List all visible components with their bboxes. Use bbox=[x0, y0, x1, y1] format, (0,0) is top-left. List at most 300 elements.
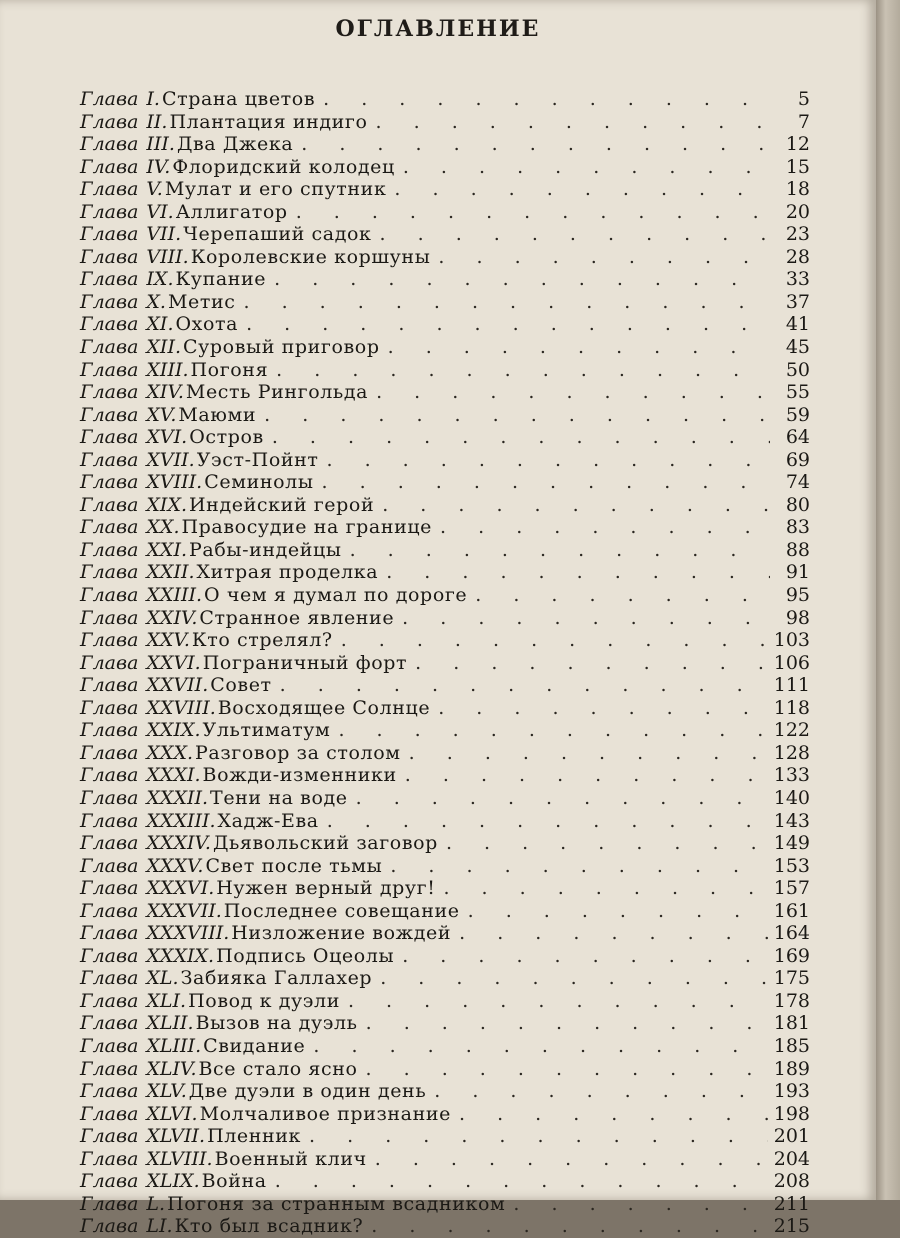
page-number: 37 bbox=[785, 290, 810, 313]
dot-leader bbox=[402, 607, 770, 629]
chapter-word: Глава bbox=[80, 1147, 139, 1170]
chapter-word: Глава bbox=[80, 426, 139, 449]
dot-leader bbox=[438, 697, 768, 719]
page-number: 83 bbox=[785, 516, 810, 539]
dot-leader bbox=[338, 719, 767, 741]
toc-entry bbox=[80, 1193, 810, 1216]
toc-entry bbox=[80, 787, 810, 810]
chapter-number: L. bbox=[146, 1192, 166, 1215]
chapter-title: Погоня bbox=[190, 358, 269, 381]
table-of-contents bbox=[80, 88, 810, 1238]
dot-leader bbox=[446, 832, 768, 854]
page-number: 175 bbox=[773, 967, 810, 990]
chapter-title: Странное явление bbox=[199, 606, 395, 629]
toc-entry bbox=[80, 1215, 810, 1238]
chapter-number: X. bbox=[146, 290, 166, 313]
page-number: 23 bbox=[785, 223, 810, 246]
toc-entry bbox=[80, 1125, 810, 1148]
dot-leader bbox=[356, 787, 768, 809]
dot-leader bbox=[382, 494, 770, 516]
chapter-number: XVII. bbox=[146, 448, 195, 471]
toc-entry bbox=[80, 539, 810, 562]
chapter-word: Глава bbox=[80, 877, 139, 900]
dot-leader bbox=[350, 539, 770, 561]
toc-entry bbox=[80, 922, 810, 945]
dot-leader bbox=[409, 742, 768, 764]
chapter-number: XLIII. bbox=[146, 1034, 202, 1057]
toc-entry bbox=[80, 652, 810, 675]
page-number: 178 bbox=[773, 989, 810, 1012]
chapter-word: Глава bbox=[80, 832, 139, 855]
chapter-title: Вызов на дуэль bbox=[195, 1012, 358, 1035]
page-number: 12 bbox=[785, 133, 810, 156]
page-number: 88 bbox=[785, 538, 810, 561]
dot-leader bbox=[296, 201, 770, 223]
page-number: 98 bbox=[785, 606, 810, 629]
page-number: 143 bbox=[773, 809, 810, 832]
dot-leader bbox=[276, 359, 770, 381]
chapter-title: Два Джека bbox=[176, 133, 294, 156]
chapter-word: Глава bbox=[80, 336, 139, 359]
chapter-number: XXIV. bbox=[146, 606, 198, 629]
dot-leader bbox=[380, 223, 770, 245]
toc-entry bbox=[80, 1170, 810, 1193]
page-number: 118 bbox=[773, 696, 810, 719]
toc-entry bbox=[80, 584, 810, 607]
dot-leader bbox=[371, 1215, 767, 1237]
page-number: 161 bbox=[773, 899, 810, 922]
dot-leader bbox=[375, 1148, 768, 1170]
chapter-number: XXXIV. bbox=[146, 832, 211, 855]
dot-leader bbox=[475, 584, 770, 606]
toc-entry bbox=[80, 223, 810, 246]
page-number: 50 bbox=[785, 358, 810, 381]
chapter-number: XXXVI. bbox=[146, 877, 215, 900]
chapter-title: Восходящее Солнце bbox=[217, 696, 431, 719]
chapter-word: Глава bbox=[80, 696, 139, 719]
chapter-word: Глава bbox=[80, 944, 139, 967]
chapter-title: Низложение вождей bbox=[231, 922, 452, 945]
chapter-number: XLV. bbox=[146, 1080, 187, 1103]
chapter-word: Глава bbox=[80, 922, 139, 945]
chapter-word: Глава bbox=[80, 110, 139, 133]
chapter-word: Глава bbox=[80, 629, 139, 652]
dot-leader bbox=[434, 1080, 767, 1102]
toc-entry bbox=[80, 674, 810, 697]
chapter-number: XXXIX. bbox=[146, 944, 215, 967]
chapter-title: О чем я думал по дороге bbox=[204, 584, 468, 607]
toc-entry bbox=[80, 336, 810, 359]
chapter-title: Вожди-изменники bbox=[202, 764, 397, 787]
toc-entry bbox=[80, 404, 810, 427]
dot-leader bbox=[402, 945, 768, 967]
chapter-word: Глава bbox=[80, 989, 139, 1012]
chapter-number: XLIV. bbox=[146, 1057, 197, 1080]
chapter-number: XLVI. bbox=[146, 1102, 198, 1125]
chapter-word: Глава bbox=[80, 1192, 139, 1215]
page-number: 91 bbox=[785, 561, 810, 584]
chapter-title: Мулат и его спутник bbox=[164, 178, 387, 201]
chapter-number: XVIII. bbox=[146, 471, 203, 494]
chapter-number: XXXV. bbox=[146, 854, 204, 877]
page-number: 198 bbox=[773, 1102, 810, 1125]
page-number: 128 bbox=[773, 741, 810, 764]
chapter-word: Глава bbox=[80, 674, 139, 697]
dot-leader bbox=[244, 291, 771, 313]
chapter-title: Дьявольский заговор bbox=[212, 832, 438, 855]
toc-entry bbox=[80, 471, 810, 494]
page-number: 80 bbox=[785, 493, 810, 516]
page-number: 157 bbox=[773, 877, 810, 900]
page-number: 189 bbox=[773, 1057, 810, 1080]
chapter-number: XLVII. bbox=[146, 1125, 206, 1148]
page-edge bbox=[876, 0, 900, 1200]
chapter-word: Глава bbox=[80, 1080, 139, 1103]
chapter-title: Война bbox=[201, 1170, 267, 1193]
chapter-word: Глава bbox=[80, 155, 139, 178]
dot-leader bbox=[264, 404, 770, 426]
dot-leader bbox=[272, 426, 770, 448]
chapter-number: VII. bbox=[146, 223, 182, 246]
chapter-word: Глава bbox=[80, 584, 139, 607]
toc-entry bbox=[80, 88, 810, 111]
dot-leader bbox=[366, 1058, 768, 1080]
chapter-word: Глава bbox=[80, 133, 139, 156]
toc-entry bbox=[80, 313, 810, 336]
toc-entry bbox=[80, 111, 810, 134]
chapter-number: VI. bbox=[146, 200, 174, 223]
chapter-number: XLVIII. bbox=[146, 1147, 213, 1170]
dot-leader bbox=[415, 652, 768, 674]
chapter-title: Военный клич bbox=[214, 1147, 367, 1170]
chapter-word: Глава bbox=[80, 1012, 139, 1035]
page-number: 140 bbox=[773, 786, 810, 809]
page-number: 55 bbox=[785, 381, 810, 404]
chapter-title: Молчаливое признание bbox=[199, 1102, 451, 1125]
chapter-title: Королевские коршуны bbox=[190, 245, 431, 268]
chapter-number: V. bbox=[146, 178, 163, 201]
toc-entry bbox=[80, 855, 810, 878]
chapter-number: I. bbox=[146, 88, 160, 110]
chapter-title: Повод к дуэли bbox=[188, 989, 340, 1012]
page-number: 103 bbox=[773, 629, 810, 652]
chapter-number: XXXII. bbox=[146, 786, 209, 809]
chapter-title: Страна цветов bbox=[161, 88, 316, 110]
dot-leader bbox=[390, 855, 767, 877]
dot-leader bbox=[380, 967, 768, 989]
chapter-title: Черепаший садок bbox=[183, 223, 372, 246]
toc-entry bbox=[80, 1058, 810, 1081]
page-number: 15 bbox=[785, 155, 810, 178]
toc-entry bbox=[80, 494, 810, 517]
chapter-word: Глава bbox=[80, 651, 139, 674]
chapter-word: Глава bbox=[80, 268, 139, 291]
dot-leader bbox=[323, 88, 770, 110]
toc-entry bbox=[80, 1012, 810, 1035]
toc-entry bbox=[80, 268, 810, 291]
chapter-number: XIV. bbox=[146, 381, 184, 404]
chapter-title: Совет bbox=[210, 674, 272, 697]
chapter-word: Глава bbox=[80, 786, 139, 809]
toc-entry bbox=[80, 967, 810, 990]
toc-entry bbox=[80, 156, 810, 179]
dot-leader bbox=[327, 810, 768, 832]
chapter-word: Глава bbox=[80, 854, 139, 877]
dot-leader bbox=[376, 381, 770, 403]
chapter-word: Глава bbox=[80, 1102, 139, 1125]
chapter-number: XXVI. bbox=[146, 651, 201, 674]
dot-leader bbox=[403, 156, 770, 178]
page-number: 201 bbox=[773, 1125, 810, 1148]
chapter-word: Глава bbox=[80, 403, 139, 426]
dot-leader bbox=[405, 764, 768, 786]
chapter-word: Глава bbox=[80, 358, 139, 381]
chapter-title: Две дуэли в один день bbox=[188, 1080, 427, 1103]
dot-leader bbox=[394, 178, 770, 200]
chapter-title: Кто стрелял? bbox=[191, 629, 333, 652]
chapter-number: XXXVIII. bbox=[146, 922, 230, 945]
page-number: 111 bbox=[773, 674, 810, 697]
dot-leader bbox=[348, 990, 768, 1012]
page-number: 133 bbox=[773, 764, 810, 787]
chapter-number: XII. bbox=[146, 336, 181, 359]
chapter-word: Глава bbox=[80, 223, 139, 246]
chapter-title: Остров bbox=[189, 426, 264, 449]
chapter-word: Глава bbox=[80, 606, 139, 629]
dot-leader bbox=[280, 674, 768, 696]
chapter-word: Глава bbox=[80, 448, 139, 471]
chapter-number: VIII. bbox=[146, 245, 189, 268]
chapter-title: Пленник bbox=[207, 1125, 302, 1148]
toc-entry bbox=[80, 697, 810, 720]
chapter-number: XXVII. bbox=[146, 674, 209, 697]
page-number: 41 bbox=[785, 313, 810, 336]
toc-entry bbox=[80, 359, 810, 382]
page-number: 193 bbox=[773, 1080, 810, 1103]
chapter-title: Индейский герой bbox=[189, 493, 375, 516]
chapter-word: Глава bbox=[80, 178, 139, 201]
dot-leader bbox=[246, 313, 770, 335]
chapter-title: Метис bbox=[167, 290, 236, 313]
page-number: 185 bbox=[773, 1034, 810, 1057]
toc-entry bbox=[80, 1148, 810, 1171]
page-number: 181 bbox=[773, 1012, 810, 1035]
chapter-title: Плантация индиго bbox=[169, 110, 368, 133]
chapter-word: Глава bbox=[80, 967, 139, 990]
chapter-title: Тени на воде bbox=[210, 786, 348, 809]
toc-entry bbox=[80, 291, 810, 314]
dot-leader bbox=[459, 922, 768, 944]
chapter-number: II. bbox=[146, 110, 168, 133]
toc-entry bbox=[80, 990, 810, 1013]
chapter-word: Глава bbox=[80, 493, 139, 516]
chapter-number: XL. bbox=[146, 967, 179, 990]
toc-entry bbox=[80, 201, 810, 224]
page-number: 5 bbox=[797, 88, 810, 110]
chapter-number: IX. bbox=[146, 268, 174, 291]
toc-entry bbox=[80, 178, 810, 201]
chapter-title: Забияка Галлахер bbox=[180, 967, 373, 990]
page-number: 149 bbox=[773, 832, 810, 855]
page-number: 211 bbox=[773, 1192, 810, 1215]
page-number: 208 bbox=[773, 1170, 810, 1193]
dot-leader bbox=[275, 1170, 768, 1192]
toc-entry bbox=[80, 133, 810, 156]
chapter-word: Глава bbox=[80, 290, 139, 313]
chapter-number: XLII. bbox=[146, 1012, 194, 1035]
chapter-number: XXIX. bbox=[146, 719, 201, 742]
chapter-title: Купание bbox=[175, 268, 267, 291]
toc-entry bbox=[80, 810, 810, 833]
dot-leader bbox=[313, 1035, 767, 1057]
chapter-word: Глава bbox=[80, 1034, 139, 1057]
chapter-word: Глава bbox=[80, 313, 139, 336]
chapter-number: XXIII. bbox=[146, 584, 203, 607]
chapter-word: Глава bbox=[80, 245, 139, 268]
chapter-number: XXXVII. bbox=[146, 899, 222, 922]
page-number: 7 bbox=[797, 110, 810, 133]
toc-entry bbox=[80, 449, 810, 472]
chapter-word: Глава bbox=[80, 764, 139, 787]
toc-entry bbox=[80, 719, 810, 742]
toc-entry bbox=[80, 607, 810, 630]
dot-leader bbox=[327, 449, 770, 471]
page-number: 74 bbox=[785, 471, 810, 494]
chapter-title: Ультиматум bbox=[202, 719, 331, 742]
chapter-word: Глава bbox=[80, 1057, 139, 1080]
chapter-title: Пограничный форт bbox=[202, 651, 408, 674]
chapter-title: Хадж-Ева bbox=[217, 809, 319, 832]
chapter-title: Хитрая проделка bbox=[196, 561, 379, 584]
dot-leader bbox=[376, 111, 770, 133]
page-number: 215 bbox=[773, 1215, 810, 1238]
toc-entry bbox=[80, 629, 810, 652]
chapter-number: IV. bbox=[146, 155, 171, 178]
chapter-title: Свидание bbox=[203, 1034, 306, 1057]
page-heading: ОГЛАВЛЕНИЕ bbox=[335, 16, 541, 42]
chapter-title: Свет после тьмы bbox=[205, 854, 383, 877]
toc-entry bbox=[80, 832, 810, 855]
toc-entry bbox=[80, 516, 810, 539]
chapter-number: XLI. bbox=[146, 989, 187, 1012]
chapter-number: XXVIII. bbox=[146, 696, 216, 719]
dot-leader bbox=[440, 516, 770, 538]
chapter-word: Глава bbox=[80, 200, 139, 223]
chapter-number: XIII. bbox=[146, 358, 189, 381]
toc-entry bbox=[80, 561, 810, 584]
chapter-number: XVI. bbox=[146, 426, 188, 449]
toc-entry bbox=[80, 1035, 810, 1058]
toc-entry bbox=[80, 381, 810, 404]
chapter-title: Разговор за столом bbox=[195, 741, 401, 764]
chapter-word: Глава bbox=[80, 741, 139, 764]
dot-leader bbox=[309, 1125, 768, 1147]
page-number: 95 bbox=[785, 584, 810, 607]
page-number: 59 bbox=[785, 403, 810, 426]
dot-leader bbox=[513, 1193, 767, 1215]
chapter-title: Аллигатор bbox=[175, 200, 288, 223]
chapter-number: XLIX. bbox=[146, 1170, 200, 1193]
page-number: 64 bbox=[785, 426, 810, 449]
dot-leader bbox=[438, 246, 770, 268]
chapter-title: Правосудие на границе bbox=[181, 516, 433, 539]
page-number: 18 bbox=[785, 178, 810, 201]
dot-leader bbox=[443, 877, 767, 899]
dot-leader bbox=[322, 471, 770, 493]
chapter-title: Маюми bbox=[178, 403, 257, 426]
chapter-word: Глава bbox=[80, 899, 139, 922]
chapter-number: XX. bbox=[146, 516, 180, 539]
chapter-title: Охота bbox=[175, 313, 239, 336]
chapter-word: Глава bbox=[80, 538, 139, 561]
chapter-title: Рабы-индейцы bbox=[189, 538, 342, 561]
toc-entry bbox=[80, 1080, 810, 1103]
chapter-word: Глава bbox=[80, 1125, 139, 1148]
chapter-number: XXXI. bbox=[146, 764, 201, 787]
toc-entry bbox=[80, 426, 810, 449]
chapter-number: LI. bbox=[146, 1215, 173, 1238]
dot-leader bbox=[468, 900, 768, 922]
page-number: 33 bbox=[785, 268, 810, 291]
chapter-word: Глава bbox=[80, 471, 139, 494]
page-number: 20 bbox=[785, 200, 810, 223]
chapter-title: Последнее совещание bbox=[223, 899, 460, 922]
page-number: 69 bbox=[785, 448, 810, 471]
page-number: 122 bbox=[773, 719, 810, 742]
chapter-word: Глава bbox=[80, 809, 139, 832]
dot-leader bbox=[388, 336, 770, 358]
chapter-number: XXII. bbox=[146, 561, 195, 584]
dot-leader bbox=[386, 561, 770, 583]
dot-leader bbox=[301, 133, 770, 155]
chapter-title: Флоридский колодец bbox=[172, 155, 395, 178]
chapter-title: Месть Рингольда bbox=[185, 381, 369, 404]
toc-entry bbox=[80, 945, 810, 968]
page-number: 28 bbox=[785, 245, 810, 268]
chapter-word: Глава bbox=[80, 1170, 139, 1193]
toc-entry bbox=[80, 1103, 810, 1126]
toc-entry bbox=[80, 877, 810, 900]
toc-entry bbox=[80, 246, 810, 269]
chapter-title: Уэст-Пойнт bbox=[196, 448, 319, 471]
chapter-word: Глава bbox=[80, 516, 139, 539]
chapter-title: Кто был всадник? bbox=[174, 1215, 364, 1238]
chapter-title: Подпись Оцеолы bbox=[216, 944, 395, 967]
chapter-title: Суровый приговор bbox=[182, 336, 380, 359]
chapter-number: XXI. bbox=[146, 538, 188, 561]
chapter-number: XIX. bbox=[146, 493, 188, 516]
page-number: 45 bbox=[785, 336, 810, 359]
chapter-title: Нужен верный друг! bbox=[216, 877, 436, 900]
chapter-word: Глава bbox=[80, 88, 139, 110]
chapter-number: XXXIII. bbox=[146, 809, 216, 832]
page-number: 164 bbox=[773, 922, 810, 945]
page-number: 169 bbox=[773, 944, 810, 967]
chapter-number: XV. bbox=[146, 403, 177, 426]
chapter-number: XXX. bbox=[146, 741, 194, 764]
chapter-word: Глава bbox=[80, 1215, 139, 1238]
page-number: 106 bbox=[773, 651, 810, 674]
page-number: 153 bbox=[773, 854, 810, 877]
page-number: 204 bbox=[773, 1147, 810, 1170]
dot-leader bbox=[274, 268, 770, 290]
chapter-number: XI. bbox=[146, 313, 174, 336]
chapter-number: III. bbox=[146, 133, 175, 156]
toc-entry bbox=[80, 900, 810, 923]
dot-leader bbox=[459, 1103, 768, 1125]
chapter-word: Глава bbox=[80, 381, 139, 404]
toc-entry bbox=[80, 742, 810, 765]
